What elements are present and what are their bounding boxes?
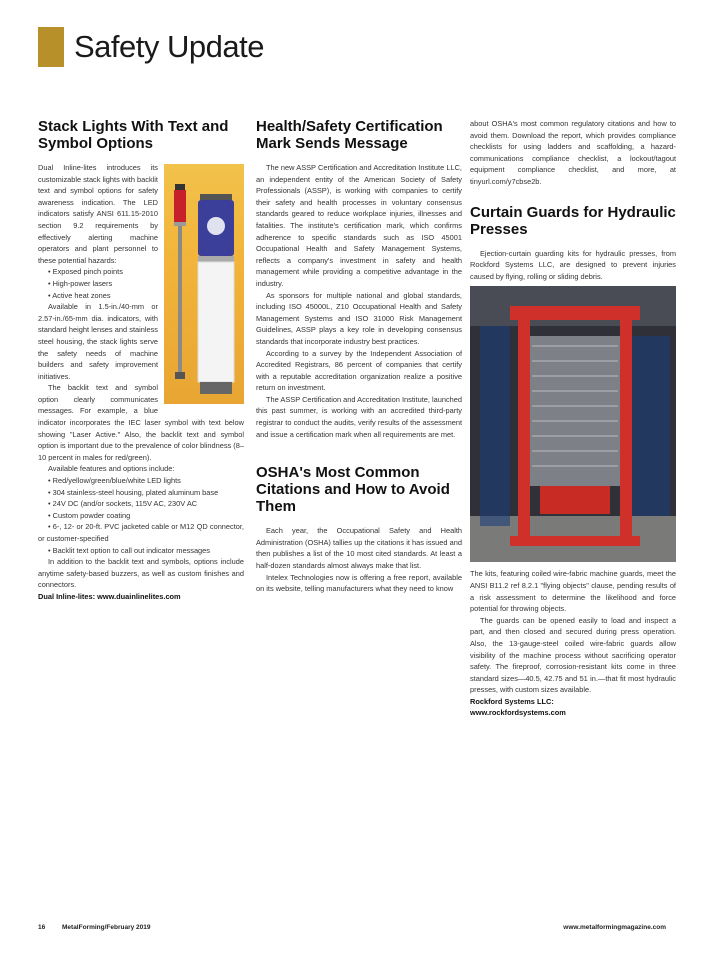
- feature-item: • Backlit text option to call out indicator messages: [48, 545, 210, 555]
- feature-item: • 24V DC (and/or sockets, 115V AC, 230V AC: [48, 499, 198, 509]
- press-guard-photo: [470, 286, 676, 562]
- paragraph: The guards can be opened easily to load and inspect a part, and then closed and secured during press operation. Also, the 13-gauge-steel coiled wire-fabric guards allow visibility of the machine process without sacrificing operator safety. The fireproof, corrosion-resistant kits come in three standard sizes—40.5, 42.75 and 51 in.—that fit most hydraulic presses, with custom sizes available.: [470, 615, 676, 695]
- hydraulic-press-icon: [470, 286, 676, 562]
- paragraph: Each year, the Occupational Safety and Health Administration (OSHA) tallies up the citations it has issued and then publishes a list of the 10 most cited standards. At least a half-dozen standards almost always make that list.: [256, 526, 462, 571]
- column-1: [38, 108, 244, 603]
- paragraph: Intelex Technologies now is offering a free report, available on its website, telling manufacturers what they need to know: [256, 572, 462, 594]
- feature-item: • Red/yellow/green/blue/white LED lights: [48, 476, 181, 486]
- article-heading: Curtain Guards for Hydraulic Presses: [470, 203, 676, 238]
- column-3: [470, 108, 676, 719]
- magazine-url[interactable]: www.metalformingmagazine.com: [563, 924, 666, 931]
- paragraph: Dual Inline-lites introduces its customizable stack lights with backlit text and symbol options for safety awareness indication. The LED indicators satisfy ANSI 611.15-2010 section 9.2 requirements by effectively alerting machine operators and plant personnel to these potential hazards:: [38, 163, 158, 265]
- paragraph: Available in 1.5-in./40-mm or 2.57-in./65-mm dia. indicators, with standard height lenses and stainless steel housing, the stack lights serve the safety needs of machine builders and safety improvement initiatives.: [38, 302, 158, 381]
- feature-item: • 6-, 12- or 20-ft. PVC jacketed cable or M12 QD connector, or customer-specified: [38, 522, 244, 543]
- paragraph: The new ASSP Certification and Accreditation Institute LLC, an independent entity of the American Society of Safety Professionals (ASSP), is working with companies to certify their safety and health processes in voluntary consensus standards geared to reduce workplace injuries, illnesses and fatalities. The institute's certification mark, which confirms adherence to specific standards such as ISO 45001 Occupational Health and Safety Management Systems, reflects a company's investment in safety and health management while providing a competitive advantage in the industry.: [256, 163, 462, 288]
- feature-item: • Custom powder coating: [48, 510, 131, 520]
- paragraph: In addition to the backlit text and symbols, options include anytime safety-based buzzers, as well as custom finishes and connectors.: [38, 557, 244, 590]
- page-footer: [38, 924, 666, 936]
- article-heading: OSHA's Most Common Citations and How to Avoid Them: [256, 464, 450, 516]
- paragraph: As sponsors for multiple national and global standards, including ISO 45000L, Z10 Occupational Health and Safety Management Systems and ISO 31000 Risk Management Guidelines, ASSP plays a key role in developing consensus standards that incorporate industry best practices.: [256, 290, 462, 346]
- feature-item: • 304 stainless-steel housing, plated aluminum base: [48, 487, 219, 497]
- paragraph: The ASSP Certification and Accreditation Institute, launched this past summer, is working with an accredited third-party registrar to conduct the audits, verify results of the assessment and issue a certification mark when all requirements are met.: [256, 394, 462, 439]
- small-stack-light-icon: [172, 184, 188, 379]
- paragraph: Ejection-curtain guarding kits for hydraulic presses, from Rockford Systems LLC, are designed to prevent injuries caused by flying, rolling or sliding debris.: [470, 248, 676, 281]
- magazine-issue: MetalForming/February 2019: [62, 924, 151, 931]
- company-credit: Dual Inline-lites: www.duainlinelites.com: [38, 591, 181, 601]
- bullet: • High-power lasers: [48, 278, 113, 288]
- stack-light-photo: [164, 164, 244, 404]
- article-heading: Health/Safety Certification Mark Sends Message: [256, 118, 443, 152]
- column-2: [256, 108, 462, 595]
- accent-bar: [38, 27, 64, 67]
- section-header: [38, 26, 264, 68]
- paragraph: Available features and options include:: [48, 464, 175, 474]
- paragraph: According to a survey by the Independent Association of Accredited Registrars, 86 percent of companies that certify with a reputable accreditation organization realize a positive return on investment.: [256, 348, 462, 393]
- large-stack-light-icon: [196, 194, 236, 394]
- paragraph: The kits, featuring coiled wire-fabric machine guards, meet the ANSI B11.2 ref 8.2.1 "flying objects" clause, pending results of a risk assessment to determine the likelihood and force potential for throwing objects.: [470, 569, 676, 614]
- page-number: 16: [38, 924, 46, 931]
- paragraph: The backlit text and symbol option clearly communicates messages. For example, a blue indicator incorporates the IEC laser symbol with text below showing "Laser Active." Also, the backlit text and symbol option is important due to the prevalence of color blindness (8–10 percent in males for red/green).: [38, 383, 244, 462]
- bullet: • Exposed pinch points: [48, 267, 123, 277]
- bullet: • Active heat zones: [48, 290, 111, 300]
- company-credit: Rockford Systems LLC:: [470, 696, 554, 706]
- paragraph: about OSHA's most common regulatory citations and how to avoid them. Download the report, which provides compliance checklists for using ladders and scaffolding, a hazard-communications compliance checklist, a lockout/tagout equipment compliance checklist, and more, at tinyurl.com/y7cbse2b.: [470, 119, 676, 186]
- company-url: www.rockfordsystems.com: [470, 708, 566, 718]
- section-title: Safety Update: [74, 29, 264, 64]
- article-heading: Stack Lights With Text and Symbol Options: [38, 118, 229, 152]
